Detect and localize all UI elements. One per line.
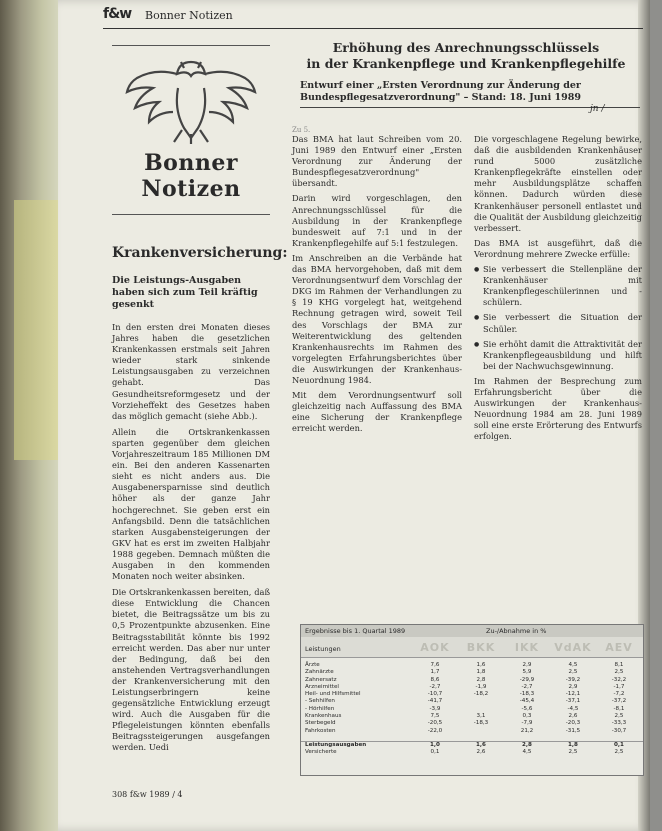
bonner-notizen-logo <box>112 45 270 215</box>
table-cell: -4,5 <box>567 705 579 712</box>
table-row <box>301 662 643 669</box>
table-cell: 2,8 <box>522 741 532 748</box>
wordmark-line-2: Notizen <box>141 176 241 202</box>
results-table <box>300 624 644 776</box>
row-label: Krankenhaus <box>305 713 342 720</box>
article-paragraph: Im Rahmen der Besprechung zum Erfahrungsbericht über die Auswirkungen der Krankenhaus-Neuordnung 1984 am 28. Juni 1989 soll eine erste Erörterung des Entwurfs erfolgen. <box>474 375 642 442</box>
left-article-subtitle: Die Leistungs-Ausgaben haben sich zum Teil kräftig gesenkt <box>112 275 258 310</box>
table-cell: 21,2 <box>520 727 534 734</box>
table-cell: 1,8 <box>568 741 578 748</box>
federal-eagle-icon <box>120 52 262 148</box>
table-cell: -20,5 <box>427 720 443 727</box>
bullet-item: ● Sie erhöht damit die Attraktivität der Krankenpflegeausbildung und hilft bei der Nachwuchsgewinnung. <box>474 339 642 372</box>
table-cell: -1,7 <box>613 683 625 690</box>
header-rule <box>103 28 643 29</box>
table-cell: -7,9 <box>521 720 533 727</box>
table-cell: 4,5 <box>522 749 532 756</box>
journal-logo: f&w <box>103 6 132 22</box>
column-header: VdAK <box>554 641 592 654</box>
article-subtitle-text: Entwurf einer „Ersten Verordnung zur Änderung der Bundespflegesatzverordnung" – Stand: 18. Juni 1989 <box>300 80 581 103</box>
table-cell: -1,9 <box>475 683 487 690</box>
column-header: IKK <box>514 641 540 654</box>
row-label: Versicherte <box>305 749 337 756</box>
row-label: Zahnärzte <box>305 669 334 676</box>
table-cell: -10,7 <box>427 691 443 698</box>
table-cell: -22,0 <box>427 727 443 734</box>
table-cell: -45,4 <box>519 698 535 705</box>
table-cell: -3,9 <box>429 705 441 712</box>
left-column <box>112 45 288 754</box>
table-row <box>301 749 643 756</box>
row-label: - Sehhilfen <box>305 698 335 705</box>
page-header <box>103 6 643 28</box>
table-cell: 2,8 <box>476 676 486 683</box>
table-cell: -39,2 <box>565 676 581 683</box>
table-cell: 5,9 <box>522 669 532 676</box>
table-row <box>301 677 643 684</box>
table-row <box>301 720 643 727</box>
table-cell: 2,9 <box>568 683 578 690</box>
table-cell: -20,3 <box>565 720 581 727</box>
table-cell: 3,1 <box>476 713 486 720</box>
table-cell: -29,9 <box>519 676 535 683</box>
table-cell: -7,2 <box>613 691 625 698</box>
article-subtitle <box>300 80 640 108</box>
article-title-line-1: Erhöhung des Anrechnungsschlüssels <box>332 40 600 55</box>
table-cell: -2,7 <box>521 683 533 690</box>
table-cell: 2,5 <box>614 713 624 720</box>
table-title-bar <box>301 625 643 637</box>
article-paragraph: Das BMA hat laut Schreiben vom 20. Juni 1989 den Entwurf einer „Ersten Verordnung zur Änderung der Bundespflegesatzverordnung" übersandt. <box>292 134 462 189</box>
article-title-line-2: in der Krankenpflege und Krankenpflegehilfe <box>306 55 626 71</box>
row-label: Leistungsausgaben <box>305 741 367 748</box>
table-cell: 2,5 <box>568 669 578 676</box>
bonner-notizen-wordmark <box>112 150 270 202</box>
table-row <box>301 741 643 749</box>
table-cell: 7,6 <box>430 662 440 668</box>
table-cell: 1,6 <box>476 741 486 748</box>
table-cell: 0,3 <box>522 713 532 720</box>
left-paragraph: Die Ortskrankenkassen bereiten, daß diese Entwicklung die Chancen bietet, die Beitragssätze um bis zu 0,5 Prozentpunkte abzusenken. Eine Beitragsstabilität könnte bis 1992 erreicht werden. Das aber nur unter der Bedingung, daß bei den anstehenden Vertragsverhandlungen der Krankenversicherung mit den Leistungserbringern keine gegensätzliche Entwicklung erzeugt wird. Auch die Ausgaben für die Pflegeleistungen könnten ebenfalls Beitragssteigerungen ausgefangen werden. Uedi <box>112 587 270 753</box>
column-header: AEV <box>605 641 633 654</box>
subtitle-rule <box>300 107 640 108</box>
article-column-2 <box>474 134 642 442</box>
left-paragraph: Allein die Ortskrankenkassen sparten gegenüber dem gleichen Vorjahreszeitraum 185 Millionen DM ein. Bei den anderen Kassenarten sieht es nicht anders aus. Die Ausgabenersparnisse sind deutlich höher als der ganze Jahr hochgerechnet. Sie geben erst ein Anfangsbild. Denn die tatsächlichen starken Ausgabensteigerungen der GKV hat es erst im zweiten Halbjahr 1988 gegeben. Demnach müßten die Ausgaben in den kommenden Monaten noch weiter absinken. <box>112 426 270 582</box>
left-article-title: Krankenversicherung: <box>112 245 288 261</box>
article-paragraph: Mit dem Verordnungsentwurf soll gleichzeitig nach Auffassung des BMA eine Sicherung der Krankenpflege erreicht werden. <box>292 390 462 434</box>
bullet-item: ● Sie verbessert die Stellenpläne der Krankenhäuser mit Krankenpflegeschülerinnen und -schülern. <box>474 264 642 308</box>
table-cell: -30,7 <box>611 727 627 734</box>
row-label: - Hörhilfen <box>305 705 335 712</box>
table-cell: 7,5 <box>430 713 440 720</box>
table-cell: -5,6 <box>521 705 533 712</box>
table-cell: 2,6 <box>476 749 486 756</box>
row-label: Fahrkosten <box>305 727 336 734</box>
table-cell: -37,1 <box>565 698 581 705</box>
table-cell: 4,5 <box>568 662 578 668</box>
article-paragraph: Darin wird vorgeschlagen, den Anrechnungsschlüssel für die Ausbildung in der Krankenpflege bundesweit auf 7:1 und in der Krankenpflegehilfe auf 5:1 festzulegen. <box>292 193 462 248</box>
table-cell: 1,0 <box>430 741 440 748</box>
table-cell: 8,1 <box>614 662 624 668</box>
article-paragraph: Im Anschreiben an die Verbände hat das BMA hervorgehoben, daß mit dem Verordnungsentwurf dem Vorschlag der DKG im Rahmen der Verhandlungen zu § 19 KHG vorgelegt hat, weitgehend Rechnung getragen wird, soweit Teil des Vorschlags der BMA zur Weiterentwicklung des geltenden Krankenhausrechts im Rahmen des vorgelegten Erfahrungsberichtes über die Auswirkungen der Krankenhaus-Neuordnung 1984. <box>292 252 462 385</box>
table-row <box>301 713 643 720</box>
table-cell: -8,1 <box>613 705 625 712</box>
table-title: Ergebnisse bis 1. Quartal 1989 <box>305 627 406 635</box>
table-cell: 1,7 <box>430 669 440 676</box>
row-label-header: Leistungen <box>305 645 341 653</box>
table-cell: 2,9 <box>522 662 532 668</box>
column-header: AOK <box>420 641 450 654</box>
table-cell: -32,2 <box>611 676 627 683</box>
row-label: Sterbegeld <box>305 720 336 727</box>
table-cell: -18,3 <box>473 720 489 727</box>
table-cell: -18,3 <box>519 691 535 698</box>
table-cell: 2,5 <box>614 669 624 676</box>
article-column-1 <box>292 134 462 434</box>
article-paragraph: Die vorgeschlagene Regelung bewirke, daß die ausbildenden Krankenhäuser rund 5000 zusätzliche Krankenpflegekräfte einstellen oder mehr Ausbildungsplätze schaffen können. Dadurch würden diese Krankenhäuser personell entlastet und die Qualität der Ausbildung gleichzeitig verbessert. <box>474 134 642 233</box>
table-cell: 2,5 <box>614 749 624 756</box>
table-cell: 1,8 <box>476 669 486 676</box>
table-row <box>301 691 643 698</box>
row-label: Ärzte <box>305 662 320 668</box>
table-cell: -37,2 <box>611 698 627 705</box>
article-heading <box>290 40 642 71</box>
bullet-item: ● Sie verbessert die Situation der Schüler. <box>474 312 642 334</box>
table-cell: 2,6 <box>568 713 578 720</box>
table-cell: 2,5 <box>568 749 578 756</box>
margin-note: Zu 5. <box>292 126 311 134</box>
row-label: Heil- und Hilfsmittel <box>305 691 361 698</box>
table-cell: 0,1 <box>614 741 624 748</box>
table-row <box>301 684 643 691</box>
table-cell: 0,1 <box>430 749 440 756</box>
table-cell: -18,2 <box>473 691 489 698</box>
binder-tab <box>14 200 60 460</box>
handwritten-initials: jn / <box>590 104 605 114</box>
table-header <box>301 637 643 658</box>
table-row <box>301 698 643 705</box>
table-cell: -31,5 <box>565 727 581 734</box>
page-footer: 308 f&w 1989 / 4 <box>112 790 183 799</box>
left-paragraph: In den ersten drei Monaten dieses Jahres haben die gesetzlichen Krankenkassen erstmals seit Jahren wieder stark sinkende Leistungsausgaben zu verzeichnen gehabt. Das Gesundheitsreformgesetz und der Vorzieheffekt des Gesetzes haben das möglich gemacht (siehe Abb.). <box>112 322 270 421</box>
section-name: Bonner Notizen <box>145 9 233 22</box>
table-cell: 1,6 <box>476 662 486 668</box>
table-cell: -2,7 <box>429 683 441 690</box>
table-body <box>301 658 643 757</box>
table-unit: Zu-/Abnahme in % <box>486 627 547 635</box>
row-label: Zahnersatz <box>305 676 337 683</box>
row-label: Arzneimittel <box>305 683 339 690</box>
table-cell: -12,1 <box>565 691 581 698</box>
table-cell: -41,7 <box>427 698 443 705</box>
table-row <box>301 669 643 676</box>
column-header: BKK <box>466 641 496 654</box>
table-cell: -33,3 <box>611 720 627 727</box>
table-row <box>301 728 643 735</box>
table-row <box>301 706 643 713</box>
wordmark-line-1: Bonner <box>144 150 238 176</box>
binder-spine <box>0 0 60 831</box>
table-cell: 8,6 <box>430 676 440 683</box>
article-paragraph: Das BMA ist ausgeführt, daß die Verordnung mehrere Zwecke erfülle: <box>474 237 642 259</box>
